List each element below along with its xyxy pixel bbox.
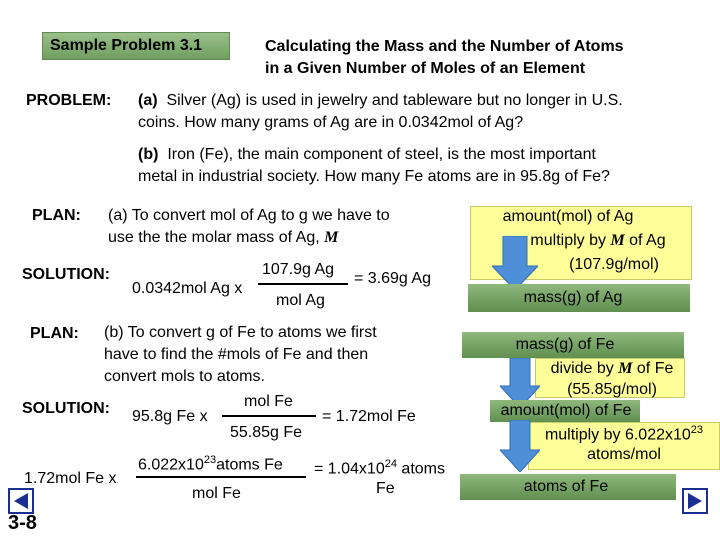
flow-b-mid: amount(mol) of Fe bbox=[500, 402, 632, 419]
solution-b2-result-line2: Fe bbox=[376, 480, 395, 497]
problem-a-line1: Silver (Ag) is used in jewelry and tableware but no longer in U.S. bbox=[166, 92, 623, 109]
plan-b-line1: (b) To convert g of Fe to atoms we first bbox=[104, 324, 377, 341]
solution-b2-denominator: mol Fe bbox=[192, 485, 241, 502]
molar-mass-symbol: M bbox=[324, 229, 339, 246]
title-line-1: Calculating the Mass and the Number of Atoms bbox=[265, 38, 624, 55]
plan-a-line2: use the the molar mass of Ag, bbox=[108, 229, 325, 246]
plan-a-label: PLAN: bbox=[32, 207, 81, 224]
solution-a-numerator: 107.9g Ag bbox=[262, 261, 335, 278]
down-arrow-icon bbox=[492, 236, 538, 290]
flow-a-result: mass(g) of Ag bbox=[523, 289, 623, 306]
prev-slide-button[interactable] bbox=[8, 488, 34, 514]
plan-a-text bbox=[108, 205, 390, 249]
solution-b-result: = 1.72mol Fe bbox=[322, 408, 416, 425]
plan-b-label: PLAN: bbox=[30, 325, 79, 342]
plan-b-line3: convert mols to atoms. bbox=[104, 368, 265, 385]
problem-b-line2: metal in industrial society. How many Fe atoms are in 95.8g of Fe? bbox=[138, 168, 610, 185]
plan-a-line1: (a) To convert mol of Ag to g we have to bbox=[108, 207, 390, 224]
solution-b-denominator: 55.85g Fe bbox=[230, 424, 303, 441]
down-arrow-icon bbox=[500, 420, 540, 472]
flow-b-step2: multiply by $6.022x10^{23}$ bbox=[544, 424, 704, 444]
right-arrow-icon bbox=[684, 490, 706, 512]
page-title bbox=[265, 36, 624, 80]
plan-b-text bbox=[104, 322, 377, 388]
flow-b-step1: divide by M of Fe bbox=[550, 360, 674, 377]
solution-a-label: SOLUTION: bbox=[22, 266, 110, 283]
solution-b2-numerator: $6.022x10^{23}atoms$ Fe bbox=[138, 454, 283, 474]
solution-a-fraction-bar bbox=[258, 283, 348, 285]
solution-a-result: = 3.69g Ag bbox=[354, 270, 431, 287]
problem-a bbox=[138, 90, 623, 134]
solution-b2-lhs: 1.72mol Fe x bbox=[24, 470, 117, 487]
solution-b-fraction-bar bbox=[222, 415, 316, 417]
flow-b-step2-line2: atoms/mol bbox=[587, 446, 661, 463]
solution-b2-result: = $1.04x10^{24}$ atoms bbox=[314, 458, 445, 478]
problem-label: PROBLEM: bbox=[26, 92, 112, 109]
header-label: Sample Problem 3.1 bbox=[50, 37, 203, 54]
left-arrow-icon bbox=[10, 490, 32, 512]
flow-b-top: mass(g) of Fe bbox=[515, 336, 615, 353]
solution-b-numerator: mol Fe bbox=[244, 393, 293, 410]
slide-number: 3-8 bbox=[8, 512, 37, 534]
flow-b-bottom: atoms of Fe bbox=[523, 478, 609, 495]
problem-a-tag: (a) bbox=[138, 92, 158, 109]
flow-a-box-line3: (107.9g/mol) bbox=[569, 256, 659, 273]
problem-b-line1: Iron (Fe), the main component of steel, is the most important bbox=[167, 146, 596, 163]
problem-b-tag: (b) bbox=[138, 146, 159, 163]
flow-a-box-line1: amount(mol) of Ag bbox=[502, 208, 634, 225]
flow-b-step1-line2: (55.85g/mol) bbox=[567, 381, 657, 398]
problem-a-line2: coins. How many grams of Ag are in 0.0342mol of Ag? bbox=[138, 114, 524, 131]
solution-a-lhs: 0.0342mol Ag x bbox=[132, 280, 243, 297]
solution-b2-fraction-bar bbox=[136, 476, 306, 478]
next-slide-button[interactable] bbox=[682, 488, 708, 514]
solution-b-label: SOLUTION: bbox=[22, 400, 110, 417]
flow-a-box-line2: multiply by M of Ag bbox=[530, 232, 666, 249]
solution-b-lhs: 95.8g Fe x bbox=[132, 408, 208, 425]
problem-b bbox=[138, 144, 610, 188]
title-line-2: in a Given Number of Moles of an Element bbox=[265, 60, 586, 77]
solution-a-denominator: mol Ag bbox=[276, 292, 325, 309]
plan-b-line2: have to find the #mols of Fe and then bbox=[104, 346, 369, 363]
